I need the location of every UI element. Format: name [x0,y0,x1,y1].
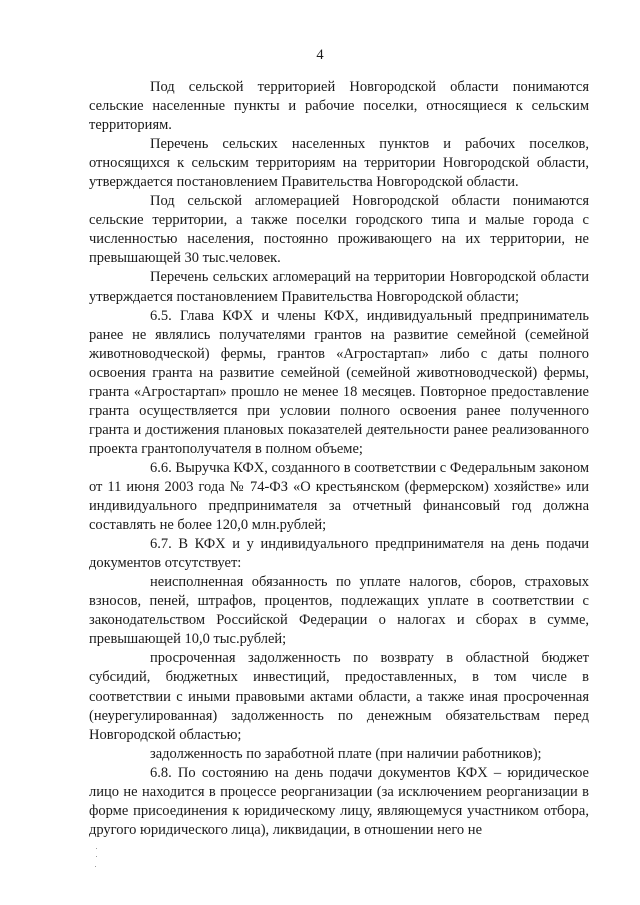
paragraph-rural-territory-definition: Под сельской территорией Новгородской области понимаются сельские населенные пункты и рабочие поселки, относящиеся к сельским территориям. [89,79,589,134]
paragraph-tax-obligations: неисполненная обязанность по уплате налогов, сборов, страховых взносов, пеней, штрафов, процентов, подлежащих уплате в соответствии с законодательством Российской Федерации о налогах и сборах в сумме, превышающей 10,0 тыс.рублей; [89,574,589,648]
paragraph-clause-6-7: 6.7. В КФХ и у индивидуального предпринимателя на день подачи документов отсутствует: [89,536,589,572]
paragraph-agglomerations-list: Перечень сельских агломераций на территории Новгородской области утверждается постановлением Правительства Новгородской области; [89,269,589,305]
paragraph-clause-6-6: 6.6. Выручка КФХ, созданного в соответствии с Федеральным законом от 11 июня 2003 года № 74-ФЗ «О крестьянском (фермерском) хозяйстве» или индивидуального предпринимателя за отчетный финансовый год должна составлять не более 120,0 млн.рублей; [89,459,589,534]
page-number: 4 [316,47,324,63]
paragraph-wage-arrears: задолженность по заработной плате (при наличии работников); [150,745,542,762]
paragraph-clause-6-8: 6.8. По состоянию на день подачи документов КФХ – юридическое лицо не находится в процессе реорганизации (за исключением реорганизации в форме присоединения к юридическому лицу, являющемуся участником отбора, другого юридического лица), ликвидации, в отношении него не [89,764,589,838]
paragraph-rural-settlements-list: Перечень сельских населенных пунктов и рабочих поселков, относящихся к сельским территориям на территории Новгородской области, утверждается постановлением Правительства Новгородской области. [89,136,589,191]
scan-speck [96,856,97,857]
paragraph-clause-6-5: 6.5. Глава КФХ и члены КФХ, индивидуальный предприниматель ранее не являлись получателями грантов на развитие семейной (семейной животноводческой) фермы, грантов «Агростартап» либо с даты полного освоения гранта на развитие семейной (семейной животноводческой) фермы, гранта «Агростартап» прошло не менее 18 месяцев. Повторное предоставление гранта осуществляется при условии полного освоения ранее полученного гранта и достижения плановых показателей деятельности ранее реализованного проекта грантополучателя в полном объеме; [89,307,589,457]
paragraph-rural-agglomeration-definition: Под сельской агломерацией Новгородской области понимаются сельские территории, а также поселки городского типа и малые города с численностью населения, постоянно проживающего на их территории, не превышающей 30 тыс.человек. [89,193,589,267]
document-body [89,78,589,840]
scan-speck [96,848,97,849]
paragraph-overdue-debt: просроченная задолженность по возврату в областной бюджет субсидий, бюджетных инвестиций, предоставленных, в том числе в соответствии с иными правовыми актами области, а также иная просроченная (неурегулированная) задолженность по денежным обязательствам перед Новгородской областью; [89,650,589,743]
scan-speck [95,866,96,867]
